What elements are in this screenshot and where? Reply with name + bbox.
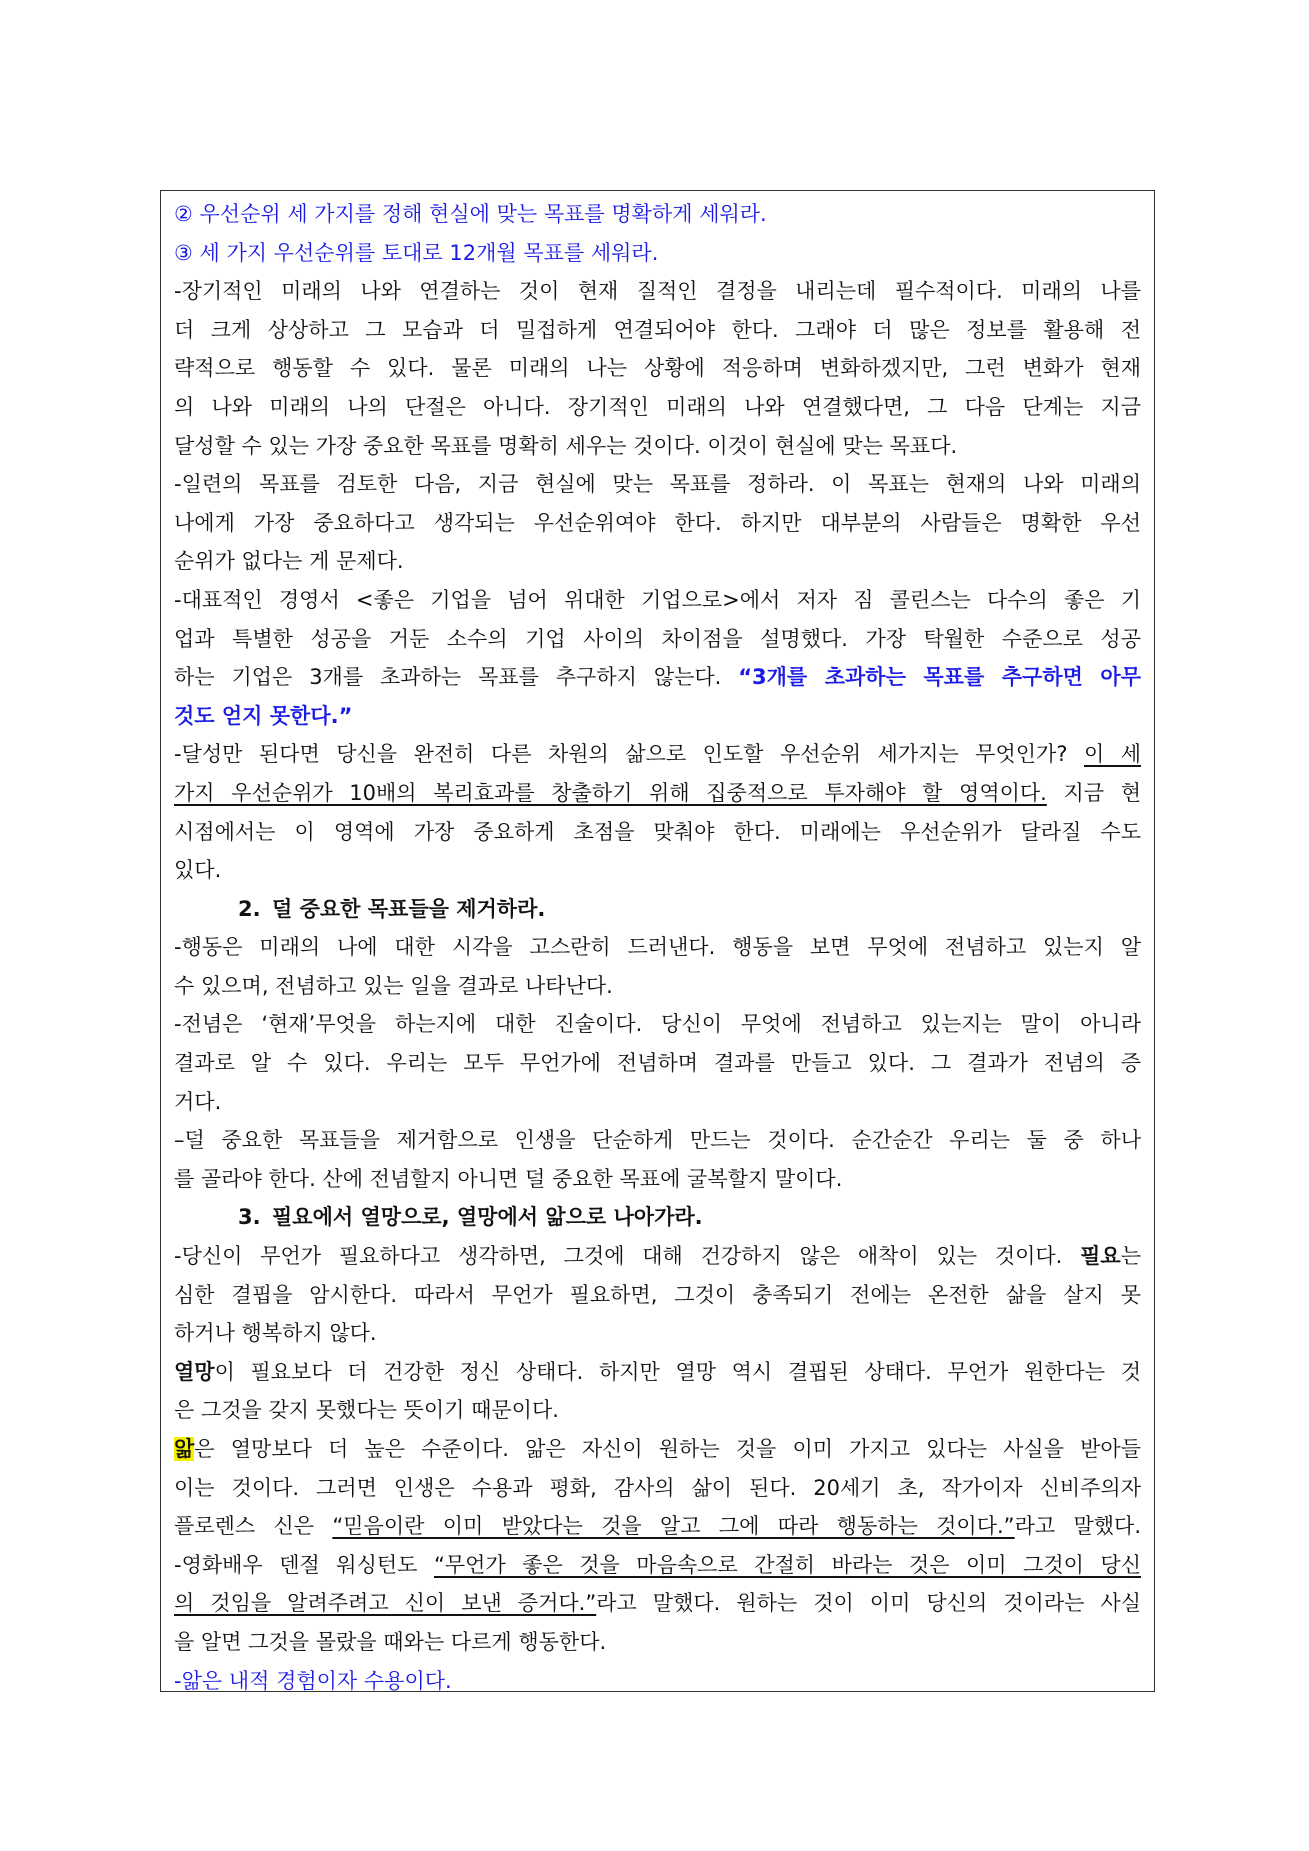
heading-text: 덜 중요한 목표들을 제거하라. <box>272 896 546 921</box>
heading-number: 2. <box>238 896 261 921</box>
document-frame <box>160 190 1155 1692</box>
text-line: -행동은 미래의 나에 대한 시각을 고스란히 드러낸다. 행동을 보면 무엇에 전념하고 있는지 알 <box>174 935 1141 960</box>
text-line: 를 골라야 한다. 산에 전념할지 아니면 덜 중요한 목표에 굴복할지 말이다. <box>174 1166 843 1191</box>
text-line: 달성할 수 있는 가장 중요한 목표를 명확히 세우는 것이다. 이것이 현실에 맞는 목표다. <box>174 433 958 458</box>
underlined-text: 이 세 <box>1083 742 1141 767</box>
text-line <box>174 1353 1141 1392</box>
text-segment: -영화배우 덴절 워싱턴도 <box>174 1552 434 1577</box>
text-line: 의 나와 미래의 나의 단절은 아니다. 장기적인 미래의 나와 연결했다면, 그 다음 단계는 지금 <box>174 394 1141 419</box>
text-line: 하거나 행복하지 않다. <box>174 1321 377 1346</box>
section-heading <box>174 890 1141 929</box>
heading-number: 3. <box>238 1205 261 1230</box>
text-line <box>174 1584 1141 1623</box>
underlined-quote: 의 것임을 알려주려고 신이 보낸 증거다.” <box>174 1591 597 1616</box>
text-line: ③ 세 가지 우선순위를 토대로 12개월 목표를 세워라. <box>174 240 659 265</box>
heading-text: 필요에서 열망으로, 열망에서 앎으로 나아가라. <box>272 1205 703 1230</box>
text-line: 거다. <box>174 1089 222 1114</box>
text-line: 은 그것을 갖지 못했다는 뜻이기 때문이다. <box>174 1398 559 1423</box>
text-line <box>174 735 1141 774</box>
underlined-text: 가지 우선순위가 10배의 복리효과를 창출하기 위해 집중적으로 투자해야 할 영역이다. <box>174 780 1047 805</box>
text-line: -일련의 목표를 검토한 다음, 지금 현실에 맞는 목표를 정하라. 이 목표는 현재의 나와 미래의 <box>174 472 1141 497</box>
text-line: 나에게 가장 중요하다고 생각되는 우선순위여야 한다. 하지만 대부분의 사람들은 명확한 우선 <box>174 510 1141 535</box>
text-line: -장기적인 미래의 나와 연결하는 것이 현재 질적인 결정을 내리는데 필수적이다. 미래의 나를 <box>174 279 1141 304</box>
text-line: 더 크게 상상하고 그 모습과 더 밀접하게 연결되어야 한다. 그래야 더 많은 정보를 활용해 전 <box>174 317 1141 342</box>
section-heading <box>174 1198 1141 1237</box>
text-segment: 이 필요보다 더 건강한 정신 상태다. 하지만 열망 역시 결핍된 상태다. 무언가 원한다는 것 <box>214 1359 1141 1384</box>
text-segment: 하는 기업은 3개를 초과하는 목표를 추구하지 않는다. <box>174 665 739 690</box>
text-line: 순위가 없다는 게 문제다. <box>174 549 404 574</box>
quote-highlight: 것도 얻지 못한다.” <box>174 703 353 728</box>
text-line: 수 있으며, 전념하고 있는 일을 결과로 나타난다. <box>174 973 613 998</box>
underlined-quote: “무언가 좋은 것을 마음속으로 간절히 바라는 것은 이미 그것이 당신 <box>433 1552 1141 1577</box>
bold-term: 열망 <box>174 1359 215 1384</box>
text-line: -전념은 ‘현재’무엇을 하는지에 대한 진술이다. 당신이 무엇에 전념하고 있는지는 말이 아니라 <box>174 1012 1141 1037</box>
text-line: ② 우선순위 세 가지를 정해 현실에 맞는 목표를 명확하게 세워라. <box>174 202 767 226</box>
text-segment: 은 열망보다 더 높은 수준이다. 앎은 자신이 원하는 것을 이미 가지고 있다는 사실을 받아들 <box>194 1437 1141 1461</box>
text-line: 략적으로 행동할 수 있다. 물론 미래의 나는 상황에 적응하며 변화하겠지만, 그런 변화가 현재 <box>174 356 1141 381</box>
bold-term: 필요 <box>1080 1244 1121 1269</box>
text-line <box>174 774 1141 813</box>
text-segment: 플로렌스 신은 <box>174 1514 333 1539</box>
text-line: –덜 중요한 목표들을 제거함으로 인생을 단순하게 만드는 것이다. 순간순간 우리는 둘 중 하나 <box>174 1128 1141 1153</box>
text-line: 을 알면 그것을 몰랐을 때와는 다르게 행동한다. <box>174 1629 607 1654</box>
text-line: 업과 특별한 성공을 거둔 소수의 기업 사이의 차이점을 설명했다. 가장 탁월한 수준으로 성공 <box>174 626 1141 651</box>
text-line: 이는 것이다. 그러면 인생은 수용과 평화, 감사의 삶이 된다. 20세기 초, 작가이자 신비주의자 <box>174 1475 1141 1500</box>
text-line: -대표적인 경영서 <좋은 기업을 넘어 위대한 기업으로>에서 저자 짐 콜린스는 다수의 좋은 기 <box>174 587 1141 612</box>
underlined-quote: “믿음이란 이미 받았다는 것을 알고 그에 따라 행동하는 것이다.” <box>332 1514 1015 1539</box>
text-line <box>174 1546 1141 1585</box>
text-line <box>174 1507 1141 1546</box>
text-line: -앎은 내적 경험이자 수용이다. <box>174 1668 452 1693</box>
text-segment: -당신이 무언가 필요하다고 생각하면, 그것에 대해 건강하지 않은 애착이 있는 것이다. <box>174 1244 1081 1269</box>
text-line <box>174 658 1141 697</box>
text-segment: 라고 말했다. 원하는 것이 이미 당신의 것이라는 사실 <box>596 1591 1141 1616</box>
highlighted-term: 앎 <box>174 1437 195 1461</box>
text-line: 결과로 알 수 있다. 우리는 모두 무언가에 전념하며 결과를 만들고 있다. 그 결과가 전념의 증 <box>174 1051 1141 1076</box>
quote-highlight: “3개를 초과하는 목표를 추구하면 아무 <box>738 665 1141 690</box>
text-segment: -달성만 된다면 당신을 완전히 다른 차원의 삶으로 인도할 우선순위 세가지는 무엇인가? <box>174 742 1084 767</box>
text-line: 있다. <box>174 858 222 883</box>
text-line: 심한 결핍을 암시한다. 따라서 무언가 필요하면, 그것이 충족되기 전에는 온전한 삶을 살지 못 <box>174 1282 1141 1307</box>
text-segment: 라고 말했다. <box>1014 1514 1141 1539</box>
text-line <box>174 1237 1141 1276</box>
text-segment: 지금 현 <box>1046 780 1141 805</box>
text-segment: 는 <box>1120 1244 1141 1269</box>
text-line: 시점에서는 이 영역에 가장 중요하게 초점을 맞춰야 한다. 미래에는 우선순위가 달라질 수도 <box>174 819 1141 844</box>
text-line <box>174 1430 1141 1469</box>
